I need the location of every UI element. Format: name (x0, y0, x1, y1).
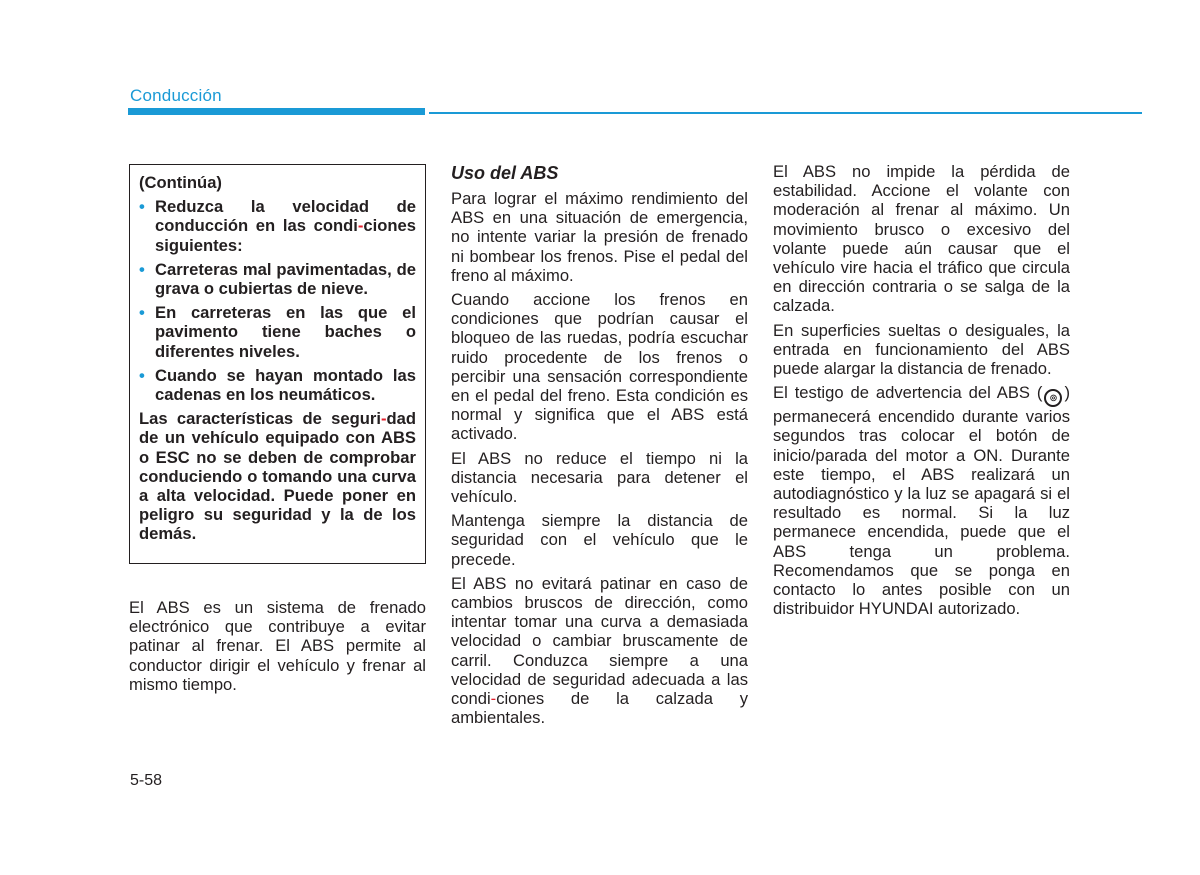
warning-box (129, 164, 426, 564)
header-rule-thick (128, 108, 425, 115)
warning-bullet-text: Carreteras mal pavimentadas, de grava o cubiertas de nieve. (155, 259, 416, 299)
body-paragraph: En superficies sueltas o desiguales, la entrada en funcionamiento del ABS puede alargar la distancia de frenado. (773, 320, 1070, 379)
bullet-icon: • (139, 197, 145, 217)
middle-column (451, 162, 748, 732)
warning-summary: Las características de seguri-dad de un vehículo equipado con ABS o ESC no se deben de comprobar conduciendo o tomando una curva a alta velocidad. Puede poner en peligro su seguridad y la de los demás. (139, 409, 416, 544)
bullet-icon: • (139, 259, 145, 279)
abs-warning-icon: ◎ (1044, 389, 1062, 407)
warning-bullet-text: ciones siguientes: (155, 216, 416, 255)
warning-bullet-text: Reduzca la velocidad de conducción en las condi (155, 197, 416, 236)
warning-heading: (Continúa) (139, 173, 222, 192)
hyphen-mark: - (490, 689, 497, 709)
body-paragraph: Para lograr el máximo rendimiento del ABS en una situación de emergencia, no intente variar la presión de frenado ni bombear los frenos. Pise el pedal del freno al máximo. (451, 189, 748, 285)
page-number: 5-58 (130, 772, 163, 789)
body-paragraph: Cuando accione los frenos en condiciones que podrían causar el bloqueo de las ruedas, podría escuchar ruido procedente de los frenos o percibir una sensación correspondiente en el pedal del freno. Esta condición es normal y significa que el ABS está activado. (451, 290, 748, 444)
bullet-icon: • (139, 303, 145, 323)
warning-bullet-item (139, 303, 416, 361)
subheading: Uso del ABS (451, 163, 559, 183)
body-paragraph: Mantenga siempre la distancia de seguridad con el vehículo que le precede. (451, 511, 748, 569)
body-paragraph: El ABS no reduce el tiempo ni la distancia necesaria para detener el vehículo. (451, 448, 748, 507)
body-paragraph: El ABS no evitará patinar en caso de cambios bruscos de dirección, como intentar tomar una curva a demasiada velocidad o cambiar bruscamente de carril. Conduzca siempre a una velocidad de seguridad adecuada a las condi-ciones de la calzada y ambientales. (451, 573, 748, 728)
warning-bullet-item (139, 366, 416, 404)
hyphen-mark: - (380, 409, 387, 429)
left-column-intro (129, 598, 426, 699)
warning-list (139, 197, 416, 404)
body-paragraph: El testigo de advertencia del ABS ( ◎ ) permanecerá encendido durante varios segundos tras colocar el botón de inicio/parada del motor a ON. Durante este tiempo, el ABS realizará un autodiagnóstico y la luz se apagará si el resultado es normal. Si la luz permanece encendida, puede que el ABS tenga un problema. Recomendamos que se ponga en contacto lo antes posible con un distribuidor HYUNDAI autorizado. (773, 383, 1070, 619)
section-title: Conducción (130, 86, 222, 105)
warning-bullet-text: En carreteras en las que el pavimento tiene baches o diferentes niveles. (155, 303, 416, 361)
warning-bullet-item (139, 197, 416, 255)
body-paragraph: El ABS no impide la pérdida de estabilidad. Accione el volante con moderación al frenar al máximo. Un movimiento brusco o excesivo del volante puede aún causar que el vehículo vire hacia el tráfico que circula en dirección contraria o se salga de la calzada. (773, 162, 1070, 316)
header-rule-thin (429, 112, 1142, 114)
right-column (773, 162, 1070, 623)
intro-paragraph: El ABS es un sistema de frenado electrónico que contribuye a evitar patinar al frenar. El ABS permite al conductor dirigir el vehículo y frenar al mismo tiempo. (129, 598, 426, 694)
bullet-icon: • (139, 365, 145, 385)
hyphen-mark: - (357, 216, 364, 236)
warning-bullet-item (139, 260, 416, 298)
warning-bullet-text: Cuando se hayan montado las cadenas en los neumáticos. (155, 365, 416, 405)
